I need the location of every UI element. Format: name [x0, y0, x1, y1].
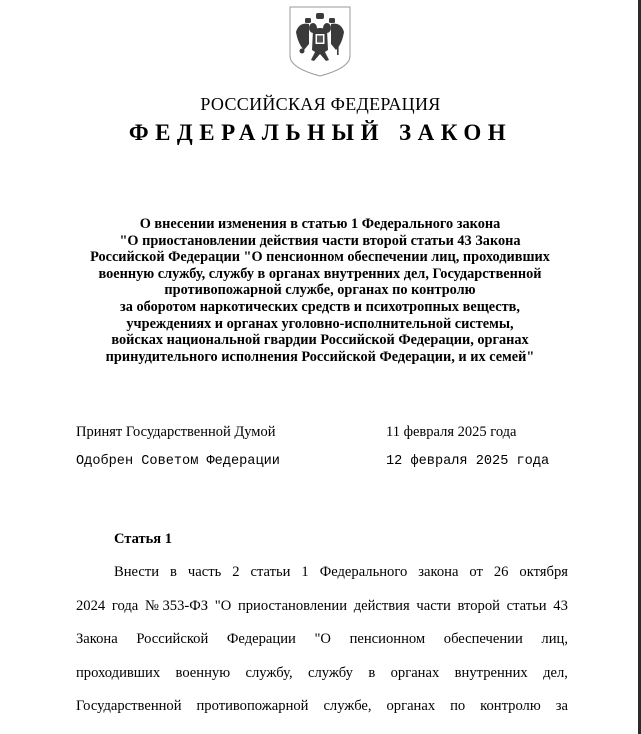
title-line: О внесении изменения в статью 1 Федерального закона [139, 216, 501, 232]
title-line: принудительного исполнения Российской Федерации, и их семей" [105, 348, 535, 365]
body-word: года [111, 597, 139, 614]
body-word: внутренних [454, 664, 528, 681]
body-word: Российской [136, 631, 209, 647]
body-word: Внести [114, 564, 160, 580]
body-word: "О [314, 631, 331, 647]
body-word: проходивших [76, 664, 161, 681]
body-word: военную [175, 664, 231, 681]
body-word: службу, [245, 664, 293, 681]
body-word: Государственной [76, 698, 182, 714]
body-word: 1 [301, 564, 309, 580]
body-word: части [416, 597, 451, 614]
body-word: за [555, 698, 568, 714]
body-word: дел, [543, 664, 568, 681]
body-line [76, 629, 568, 663]
body-word: обеспечении [443, 631, 523, 647]
title-line: противопожарной службе, органах по контролю [164, 282, 476, 299]
body-word: пенсионном [349, 631, 426, 647]
body-word: № 353-ФЗ [144, 597, 209, 614]
body-word: службу [308, 664, 353, 681]
body-word: по [450, 698, 466, 714]
duma-adoption-label: Принят Государственной Думой [76, 424, 276, 440]
body-word: в [368, 664, 376, 681]
body-word: 43 [553, 597, 568, 614]
body-word: 2 [232, 564, 240, 580]
law-type-word-1: ФЕДЕРАЛЬНЫЙ [128, 120, 386, 145]
body-word: от [469, 564, 483, 580]
body-word: службе, [323, 698, 372, 714]
document-type-heading [0, 120, 641, 146]
body-word: закона [418, 564, 459, 580]
title-line: военную службу, службу в органах внутренних дел, Государственной [98, 265, 542, 282]
body-word: 26 [493, 564, 509, 580]
title-line: "О приостановлении действия части второй статьи 43 Закона [119, 232, 521, 249]
body-word: приостановлении [237, 597, 348, 614]
body-word: органах [386, 698, 436, 714]
coat-of-arms-icon [287, 4, 353, 78]
country-name: РОССИЙСКАЯ ФЕДЕРАЦИЯ [200, 94, 441, 114]
duma-adoption-date: 11 февраля 2025 года [386, 424, 517, 440]
body-word: противопожарной [196, 698, 309, 714]
body-word: органах [390, 664, 440, 681]
council-approval-date: 12 февраля 2025 года [386, 454, 550, 469]
article-body [76, 562, 568, 730]
article-heading: Статья 1 [114, 531, 172, 547]
body-word: Федерального [319, 564, 408, 580]
body-line [76, 596, 568, 630]
body-line [76, 696, 568, 730]
body-word: "О [214, 597, 232, 614]
council-approval-label: Одобрен Советом Федерации [76, 454, 280, 469]
body-word: октября [519, 564, 568, 580]
body-word: лиц, [541, 631, 568, 647]
body-word: Федерации [226, 631, 296, 647]
body-word: в [170, 564, 177, 580]
body-word: 2024 [76, 597, 106, 614]
title-line: за оборотом наркотических средств и психотропных веществ, [120, 298, 520, 315]
title-line: Российской Федерации "О пенсионном обеспечении лиц, проходивших [90, 249, 550, 266]
body-line [76, 663, 568, 697]
body-line [76, 562, 568, 596]
law-title [60, 216, 580, 365]
body-word: статьи [250, 564, 291, 580]
body-word: Закона [76, 631, 118, 647]
body-word: статьи [506, 597, 547, 614]
body-word: часть [187, 564, 222, 580]
title-line: войсках национальной гвардии Российской Федерации, органах [111, 332, 529, 349]
title-line: учреждениях и органах уголовно-исполнительной системы, [126, 315, 514, 332]
body-word: второй [457, 597, 500, 614]
law-type-word-2: ЗАКОН [399, 120, 513, 145]
body-word: контролю [480, 698, 541, 714]
body-word: действия [353, 597, 410, 614]
